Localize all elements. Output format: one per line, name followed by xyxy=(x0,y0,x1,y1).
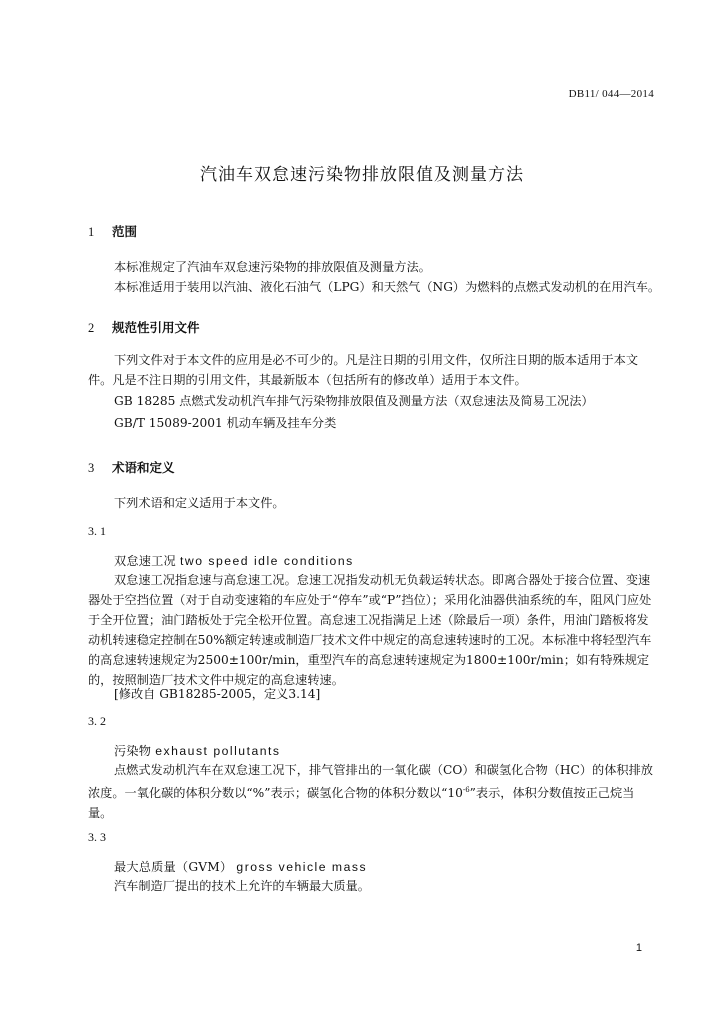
section-number: 2 xyxy=(88,321,95,335)
term-chinese: 污染物 xyxy=(114,744,152,758)
term-definition: 双怠速工况指怠速与高怠速工况。怠速工况指发动机无负载运转状态。即离合器处于接合位置、变速器处于空挡位置（对于自动变速箱的车应处于“停车”或“P”挡位）；采用化油器供油系统的车，阻风门应处于全开位置；油门踏板处于完全松开位置。高怠速工况指满足上述（除最后一项）条件，用油门踏板将发动机转速稳定控制在50%额定转速或制造厂技术文件中规定的高怠速转速时的工况。本标准中将轻型汽车的高怠速转速规定为2500±100r/min，重型汽车的高怠速转速规定为1800±100r/min；如有特殊规定的，按照制造厂技术文件中规定的高怠速转速。 xyxy=(88,573,652,687)
clause-number: 3. 3 xyxy=(88,830,106,844)
section-heading-references xyxy=(88,318,200,336)
definition-text: 点燃式发动机汽车在双怠速工况下，排气管排出的一氧化碳（CO）和碳氢化合物（HC）的体积排放浓度。一氧化碳的体积分数以“%”表示；碳氢化合物的体积分数以“10 xyxy=(88,763,653,801)
term-heading xyxy=(114,552,354,569)
term-definition: 汽车制造厂提出的技术上允许的车辆最大质量。 xyxy=(114,879,370,893)
definition-text: ”表示，体积分数值按正己烷当量。 xyxy=(88,786,635,821)
section-number: 3 xyxy=(88,461,95,475)
term-heading xyxy=(114,742,281,759)
clause-number: 3. 2 xyxy=(88,714,106,728)
page-number: 1 xyxy=(635,942,642,954)
term-heading xyxy=(114,858,367,875)
clause-number: 3. 1 xyxy=(88,524,106,538)
section-title: 术语和定义 xyxy=(111,460,175,475)
section-title: 范围 xyxy=(111,224,137,239)
references-intro: 下列文件对于本文件的应用是必不可少的。凡是注日期的引用文件，仅所注日期的版本适用于本文件。凡是不注日期的引用文件，其最新版本（包括所有的修改单）适用于本文件。 xyxy=(88,353,639,387)
scope-paragraph-2: 本标准适用于装用以汽油、液化石油气（LPG）和天然气（NG）为燃料的点燃式发动机的在用汽车。 xyxy=(114,280,661,294)
term-english: gross vehicle mass xyxy=(236,860,368,874)
term-note: [修改自 GB18285-2005，定义3.14] xyxy=(114,687,321,701)
exponent: -6 xyxy=(462,786,470,794)
section-heading-terms xyxy=(88,458,175,476)
term-chinese: 最大总质量（GVM） xyxy=(114,860,233,874)
scope-paragraph-1: 本标准规定了汽油车双怠速污染物的排放限值及测量方法。 xyxy=(114,260,431,274)
reference-item: GB/T 15089-2001 机动车辆及挂车分类 xyxy=(114,416,337,430)
term-english: two speed idle conditions xyxy=(180,554,354,568)
document-title: 汽油车双怠速污染物排放限值及测量方法 xyxy=(200,165,524,185)
terms-intro: 下列术语和定义适用于本文件。 xyxy=(114,496,285,510)
section-heading-scope xyxy=(88,222,137,240)
section-number: 1 xyxy=(88,225,95,239)
term-chinese: 双怠速工况 xyxy=(114,554,176,568)
reference-item: GB 18285 点燃式发动机汽车排气污染物排放限值及测量方法（双怠速法及简易工况法） xyxy=(114,394,594,408)
section-title: 规范性引用文件 xyxy=(111,320,200,335)
term-english: exhaust pollutants xyxy=(155,744,281,758)
term-definition xyxy=(88,760,658,823)
document-code: DB11/ 044—2014 xyxy=(568,88,654,100)
